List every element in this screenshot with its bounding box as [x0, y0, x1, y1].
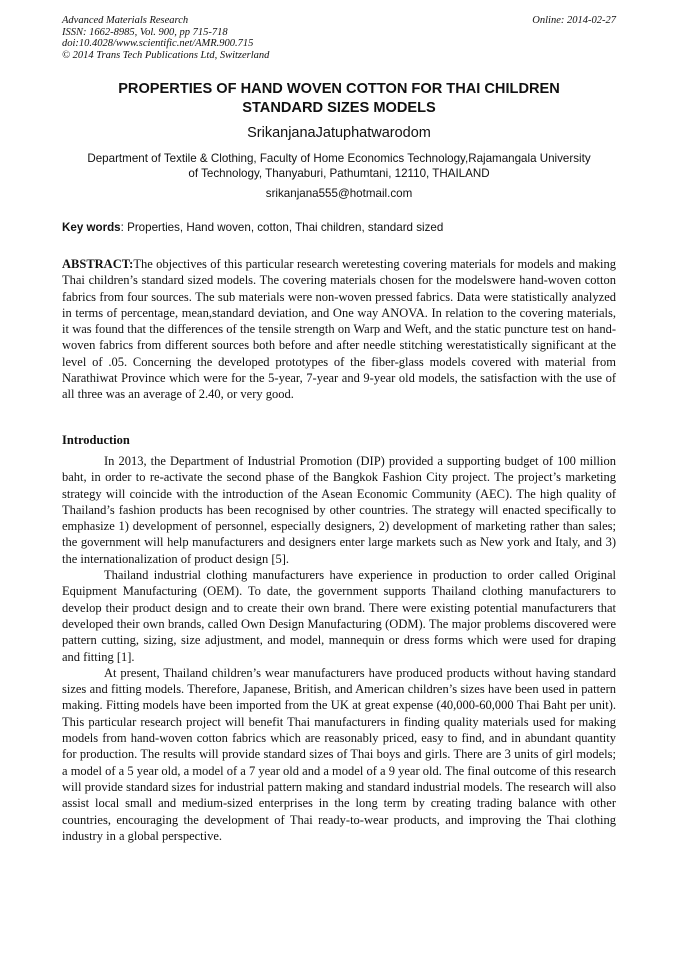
abstract [62, 256, 616, 403]
keywords-text: : Properties, Hand woven, cotton, Thai children, standard sized [120, 221, 444, 234]
affiliation-line-2: of Technology, Thanyaburi, Pathumtani, 12110, THAILAND [188, 167, 490, 180]
author-email: srikanjana555@hotmail.com [265, 187, 413, 200]
intro-paragraph: In 2013, the Department of Industrial Promotion (DIP) provided a supporting budget of 100 million baht, in order to re-activate the second phase of the Bangkok Fashion City project. The project’s marketing strategy will coincide with the introduction of the Asean Economic Community (AEC). The high quality of Thailand’s fashion products has been recognised by other countries. The strategy will enacted specifically to emphasize 1) development of personnel, especially designers, 2) development of marketing rather than sales; the government will help manufacturers and designers enter large markets such as New york and Italy, and 3) the internationalization of product design [5]. [62, 454, 616, 566]
abstract-label: ABSTRACT: [62, 257, 134, 271]
affiliation-line-1: Department of Textile & Clothing, Faculty of Home Economics Technology,Rajamangala University [87, 152, 591, 165]
journal-header [62, 15, 616, 61]
online-date: Online: 2014-02-27 [532, 15, 616, 26]
author-name: SrikanjanaJatuphatwarodom [247, 125, 431, 141]
keywords-label: Key words [62, 221, 121, 234]
copyright-line: © 2014 Trans Tech Publications Ltd, Switzerland [62, 49, 270, 61]
intro-paragraph: Thailand industrial clothing manufacturers have experience in production to order called Original Equipment Manufacturing (OEM). To date, the government supports Thailand clothing manufacturers to develop their product design and to create their own brand. There were existing potential manufacturers that developed their own brands, called Own Design Manufacturing (ODM). The major problems discovered were pattern cutting, sizing, size adjustment, and model, mannequin or dress forms which were used for draping and fitting [1]. [62, 568, 616, 664]
keywords [62, 220, 616, 235]
title-line-2: STANDARD SIZES MODELS [242, 100, 436, 116]
issn-line: ISSN: 1662-8985, Vol. 900, pp 715-718 [62, 26, 228, 38]
introduction-body [62, 453, 616, 844]
introduction-heading: Introduction [62, 433, 130, 447]
abstract-text: The objectives of this particular research weretesting covering materials for models and making Thai children’s standard sized models. The covering materials chosen for the modelswere hand-woven cotton fabrics from four sources. The sub materials were non-woven pressed fabrics. Data were statistically analyzed in terms of percentage, mean,standard deviation, and One way ANOVA. In relation to the covering materials, it was found that the differences of the tensile strength on Warp and Weft, and the static puncture test on hand-woven fabrics from different sources both before and after needle stitching werestatistically significant at the level of .05. Concerning the developed prototypes of the fiber-glass models covered with material from Narathiwat Province which were for the 5-year, 7-year and 9-year old models, the satisfaction with the use of all three was an average of 2.40, or very good. [62, 257, 616, 402]
affiliation [62, 151, 616, 181]
journal-name: Advanced Materials Research [62, 15, 189, 26]
intro-paragraph: At present, Thailand children’s wear manufacturers have produced products without having standard sizes and fitting models. Therefore, Japanese, British, and American children’s sizes have been used in pattern making. Fitting models have been imported from the UK at great expense (40,000-60,000 Thai Baht per unit). This particular research project will benefit Thai manufacturers in finding quality materials used for making models from hand-woven cotton fabrics which are reasonably priced, easy to find, and in abundant quantity for production. The results will provide standard sizes of Thai boys and girls. There are 3 units of girl models; a model of a 5 year old, a model of a 7 year old and a model of a 9 year old. The final outcome of this research will provide standard sizes for industrial pattern making and standard industrial models. The research will also assist local small and medium-sized enterprises in the long term by creating trading balance with other countries, encouraging the development of Thai ready-to-wear products, and improving the Thai clothing industry in a global perspective. [62, 665, 616, 843]
paper-title [62, 80, 616, 118]
doi-line: doi:10.4028/www.scientific.net/AMR.900.715 [62, 38, 254, 49]
title-line-1: PROPERTIES OF HAND WOVEN COTTON FOR THAI CHILDREN [118, 81, 560, 97]
